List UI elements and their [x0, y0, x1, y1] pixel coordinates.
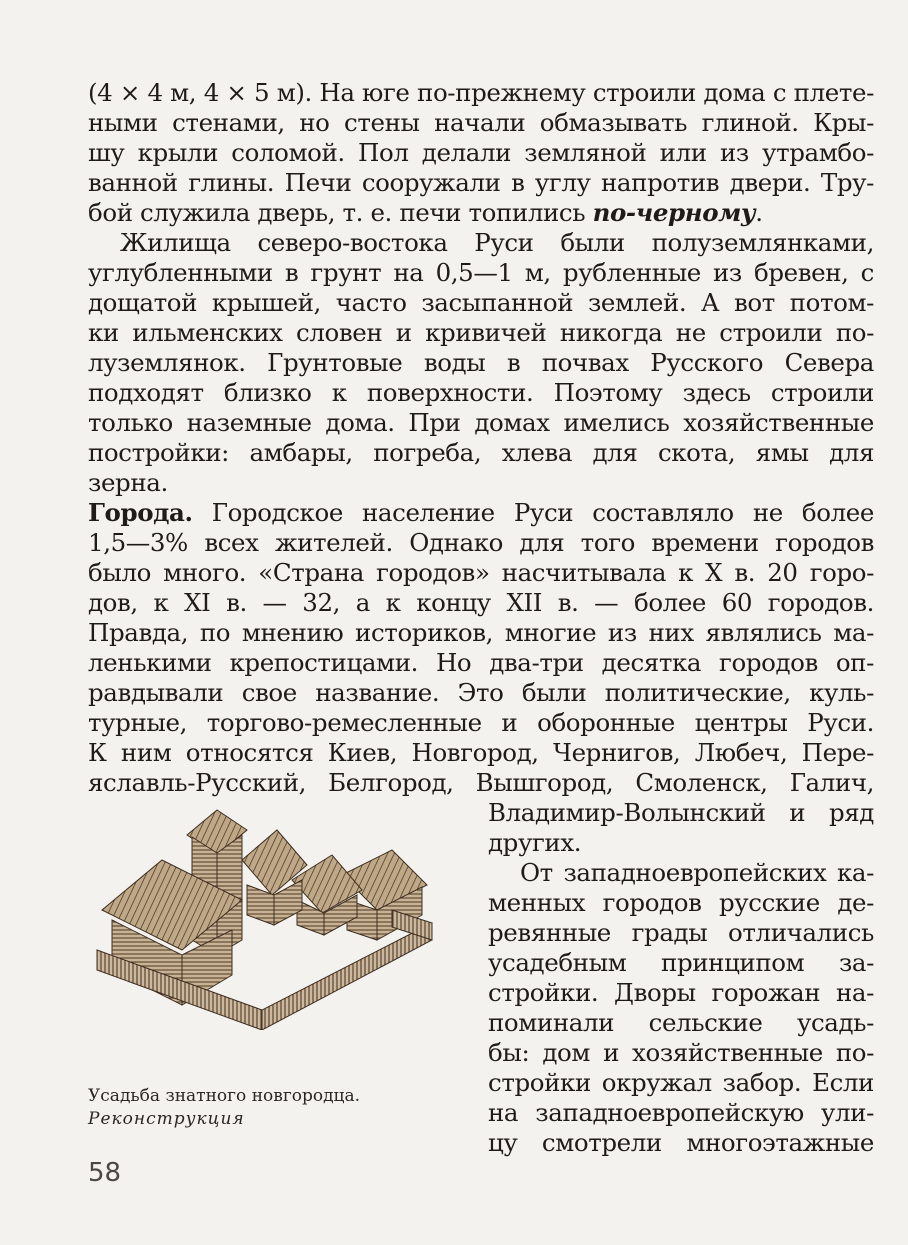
manor-illustration: [92, 805, 462, 1030]
text-line: ревянные грады отличались: [488, 918, 874, 947]
text-line: на западноевропейскую ули-: [488, 1098, 874, 1127]
figure-caption: Усадьба знатного новгородца.: [88, 1086, 361, 1106]
text-line: турные, торгово-ремесленные и оборонные центры Руси.: [88, 708, 874, 737]
text-line: ки ильменских словен и кривичей никогда не строили по-: [88, 318, 874, 347]
text-line: постройки: амбары, погреба, хлева для скота, ямы для: [88, 438, 874, 467]
page-number: 58: [88, 1158, 122, 1188]
text-line: дощатой крышей, часто засыпанной землей. А вот потом-: [88, 288, 874, 317]
text-segment: бой служила дверь, т. е. печи топились: [88, 198, 593, 227]
text-line: бы: дом и хозяйственные по-: [488, 1038, 874, 1067]
text-line: ленькими крепостицами. Но два-три десятка городов оп-: [88, 648, 874, 677]
text-line: подходят близко к поверхности. Поэтому здесь строили: [88, 378, 874, 407]
text-line: зерна.: [88, 468, 168, 497]
text-line: стройки. Дворы горожан на-: [488, 978, 874, 1007]
text-line: [88, 498, 874, 528]
section-heading: Города.: [88, 498, 193, 527]
text-line: шу крыли соломой. Пол делали земляной или из утрамбо-: [88, 138, 874, 167]
text-segment: .: [755, 198, 763, 227]
text-line: только наземные дома. При домах имелись хозяйственные: [88, 408, 874, 437]
text-line: Правда, по мнению историков, многие из них являлись ма-: [88, 618, 874, 647]
text-line: менных городов русские де-: [488, 888, 874, 917]
text-line: Жилища северо-востока Руси были полуземлянками,: [120, 228, 874, 257]
figure-caption-subtitle: Реконструкция: [88, 1109, 245, 1129]
text-line: яславль-Русский, Белгород, Вышгород, Смоленск, Галич,: [88, 768, 874, 797]
text-line: равдывали свое название. Это были политические, куль-: [88, 678, 874, 707]
text-line: К ним относятся Киев, Новгород, Чернигов, Любеч, Пере-: [88, 738, 874, 767]
text-line: было много. «Страна городов» насчитывала к X в. 20 горо-: [88, 558, 874, 587]
text-line: 1,5—3% всех жителей. Однако для того времени городов: [88, 528, 874, 557]
emphasized-term: по-черному: [592, 198, 756, 227]
text-line: Владимир-Волынский и ряд: [488, 798, 874, 827]
text-line: ванной глины. Печи сооружали в углу напротив двери. Тру-: [88, 168, 874, 197]
text-segment: Городское население Руси составляло не более: [192, 498, 874, 527]
text-line: ными стенами, но стены начали обмазывать глиной. Кры-: [88, 108, 874, 137]
text-line: поминали сельские усадь-: [488, 1008, 874, 1037]
text-line: цу смотрели многоэтажные: [488, 1128, 874, 1157]
text-line: луземлянок. Грунтовые воды в почвах Русского Севера: [88, 348, 874, 377]
text-line: других.: [488, 828, 582, 857]
text-line: (4 × 4 м, 4 × 5 м). На юге по-прежнему строили дома с плете-: [88, 78, 874, 107]
text-line: углубленными в грунт на 0,5—1 м, рубленные из бревен, с: [88, 258, 874, 287]
text-line: [88, 198, 874, 228]
text-line: усадебным принципом за-: [488, 948, 874, 977]
text-line: стройки окружал забор. Если: [488, 1068, 874, 1097]
text-line: От западноевропейских ка-: [520, 858, 874, 887]
text-line: дов, к XI в. — 32, а к концу XII в. — более 60 городов.: [88, 588, 874, 617]
